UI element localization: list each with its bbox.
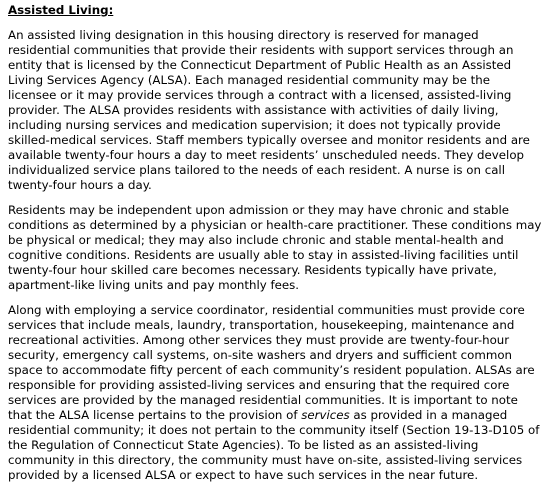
paragraph-2 xyxy=(8,203,542,293)
section-heading: Assisted Living: xyxy=(8,3,114,17)
paragraph-3-text-end: as provided in a managed residential community; it does not pertain to the community itself (Section 19-13-D105 of the Regulation of Connecticut State Agencies). To be listed as an assisted-living community in this directory, the community must have on-site, assisted-living services provided by a licensed ALSA or expect to have such services in the near future. xyxy=(8,408,540,482)
paragraph-3-text-start: Along with employing a service coordinator, residential communities must provide core services that include meals, laundry, transportation, housekeeping, maintenance and recreational activities. Among other services they must provide are twenty-four-hour security, emergency call systems, on-site washers and dryers and sufficient common space to accommodate fifty percent of each community’s resident population. ALSAs are responsible for providing assisted-living services and ensuring that the required core services are provided by the managed residential communities. It is important to note that the ALSA license pertains to the provision of xyxy=(8,303,535,422)
paragraph-1 xyxy=(8,28,542,193)
document xyxy=(8,2,542,483)
paragraph-2-text: Residents may be independent upon admission or they may have chronic and stable conditions as determined by a physician or health-care practitioner. These conditions may be physical or medical; they may also include chronic and stable mental-health and cognitive conditions. Residents are usually able to stay in assisted-living facilities until twenty-four hour skilled care becomes necessary. Residents typically have private, apartment-like living units and pay monthly fees. xyxy=(8,203,542,292)
paragraph-3-emphasis: services xyxy=(301,408,350,422)
paragraph-1-text: An assisted living designation in this housing directory is reserved for managed residential communities that provide their residents with support services through an entity that is licensed by the Connecticut Department of Public Health as an Assisted Living Services Agency (ALSA). Each managed residential community may be the licensee or it may provide services through a contract with a licensed, assisted-living provider. The ALSA provides residents with assistance with activities of daily living, including nursing services and medication supervision; it does not typically provide skilled-medical services. Staff members typically oversee and monitor residents and are available twenty-four hours a day to meet residents’ unscheduled needs. They develop individualized service plans tailored to the needs of each resident. A nurse is on call twenty-four hours a day. xyxy=(8,28,530,192)
paragraph-3 xyxy=(8,303,542,483)
